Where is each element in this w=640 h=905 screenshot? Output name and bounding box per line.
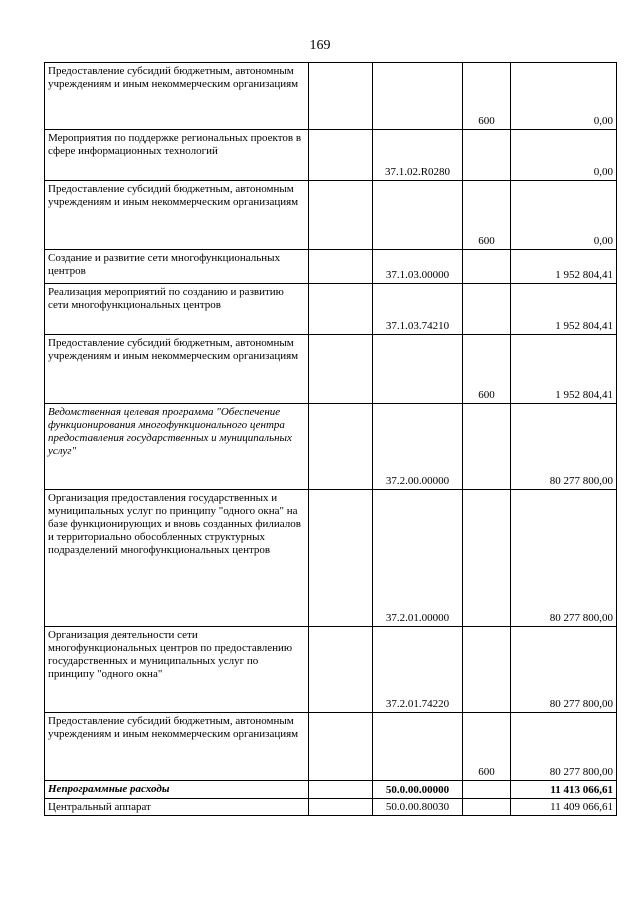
table-row <box>45 250 617 284</box>
row-amount: 11 413 066,61 <box>511 781 617 799</box>
table-row <box>45 181 617 250</box>
row-code: 37.1.03.00000 <box>373 250 463 284</box>
table-row <box>45 63 617 130</box>
row-code: 37.2.01.00000 <box>373 490 463 627</box>
row-code <box>373 335 463 404</box>
row-empty-cell <box>309 130 373 181</box>
table-row <box>45 713 617 781</box>
row-expense-type <box>463 250 511 284</box>
table-row <box>45 781 617 799</box>
row-empty-cell <box>309 799 373 816</box>
row-empty-cell <box>309 781 373 799</box>
row-amount: 11 409 066,61 <box>511 799 617 816</box>
row-code: 50.0.00.00000 <box>373 781 463 799</box>
row-amount: 1 952 804,41 <box>511 335 617 404</box>
row-empty-cell <box>309 250 373 284</box>
row-expense-type: 600 <box>463 63 511 130</box>
row-code: 37.2.01.74220 <box>373 627 463 713</box>
row-name: Организация предоставления государственных и муниципальных услуг по принципу "одного окна" на базе функционирующих и вновь созданных филиалов и территориально обособленных структурных подразделений многофункциональных центров <box>45 490 309 627</box>
row-amount: 80 277 800,00 <box>511 627 617 713</box>
row-name: Ведомственная целевая программа "Обеспечение функционирования многофункционального центра предоставления государственных и муниципальных услуг" <box>45 404 309 490</box>
row-name: Непрограммные расходы <box>45 781 309 799</box>
row-amount: 1 952 804,41 <box>511 284 617 335</box>
table-row <box>45 335 617 404</box>
row-name: Предоставление субсидий бюджетным, автономным учреждениям и иным некоммерческим организациям <box>45 181 309 250</box>
row-empty-cell <box>309 490 373 627</box>
row-amount: 80 277 800,00 <box>511 490 617 627</box>
row-code <box>373 63 463 130</box>
row-name: Организация деятельности сети многофункциональных центров по предоставлению государственных и муниципальных услуг по принципу "одного окна" <box>45 627 309 713</box>
row-expense-type <box>463 799 511 816</box>
row-expense-type <box>463 130 511 181</box>
page-number: 169 <box>309 38 331 53</box>
row-expense-type: 600 <box>463 181 511 250</box>
row-code: 37.2.00.00000 <box>373 404 463 490</box>
row-code <box>373 713 463 781</box>
row-empty-cell <box>309 627 373 713</box>
budget-table <box>44 62 617 816</box>
row-expense-type <box>463 781 511 799</box>
row-expense-type <box>463 404 511 490</box>
table-row <box>45 627 617 713</box>
row-name: Создание и развитие сети многофункциональных центров <box>45 250 309 284</box>
row-empty-cell <box>309 284 373 335</box>
row-amount: 0,00 <box>511 130 617 181</box>
row-expense-type: 600 <box>463 335 511 404</box>
row-empty-cell <box>309 404 373 490</box>
row-name: Предоставление субсидий бюджетным, автономным учреждениям и иным некоммерческим организациям <box>45 713 309 781</box>
row-empty-cell <box>309 713 373 781</box>
row-name: Реализация мероприятий по созданию и развитию сети многофункциональных центров <box>45 284 309 335</box>
row-expense-type <box>463 284 511 335</box>
row-amount: 0,00 <box>511 63 617 130</box>
table-row <box>45 799 617 816</box>
row-code: 50.0.00.80030 <box>373 799 463 816</box>
row-expense-type: 600 <box>463 713 511 781</box>
row-expense-type <box>463 490 511 627</box>
row-amount: 80 277 800,00 <box>511 713 617 781</box>
table-row <box>45 490 617 627</box>
row-expense-type <box>463 627 511 713</box>
row-amount: 0,00 <box>511 181 617 250</box>
table-row <box>45 284 617 335</box>
table-row <box>45 130 617 181</box>
row-empty-cell <box>309 181 373 250</box>
row-name: Предоставление субсидий бюджетным, автономным учреждениям и иным некоммерческим организациям <box>45 63 309 130</box>
row-name: Мероприятия по поддержке региональных проектов в сфере информационных технологий <box>45 130 309 181</box>
row-amount: 1 952 804,41 <box>511 250 617 284</box>
row-empty-cell <box>309 63 373 130</box>
row-empty-cell <box>309 335 373 404</box>
row-code: 37.1.02.R0280 <box>373 130 463 181</box>
table-row <box>45 404 617 490</box>
row-code <box>373 181 463 250</box>
row-code: 37.1.03.74210 <box>373 284 463 335</box>
row-name: Центральный аппарат <box>45 799 309 816</box>
row-amount: 80 277 800,00 <box>511 404 617 490</box>
row-name: Предоставление субсидий бюджетным, автономным учреждениям и иным некоммерческим организациям <box>45 335 309 404</box>
